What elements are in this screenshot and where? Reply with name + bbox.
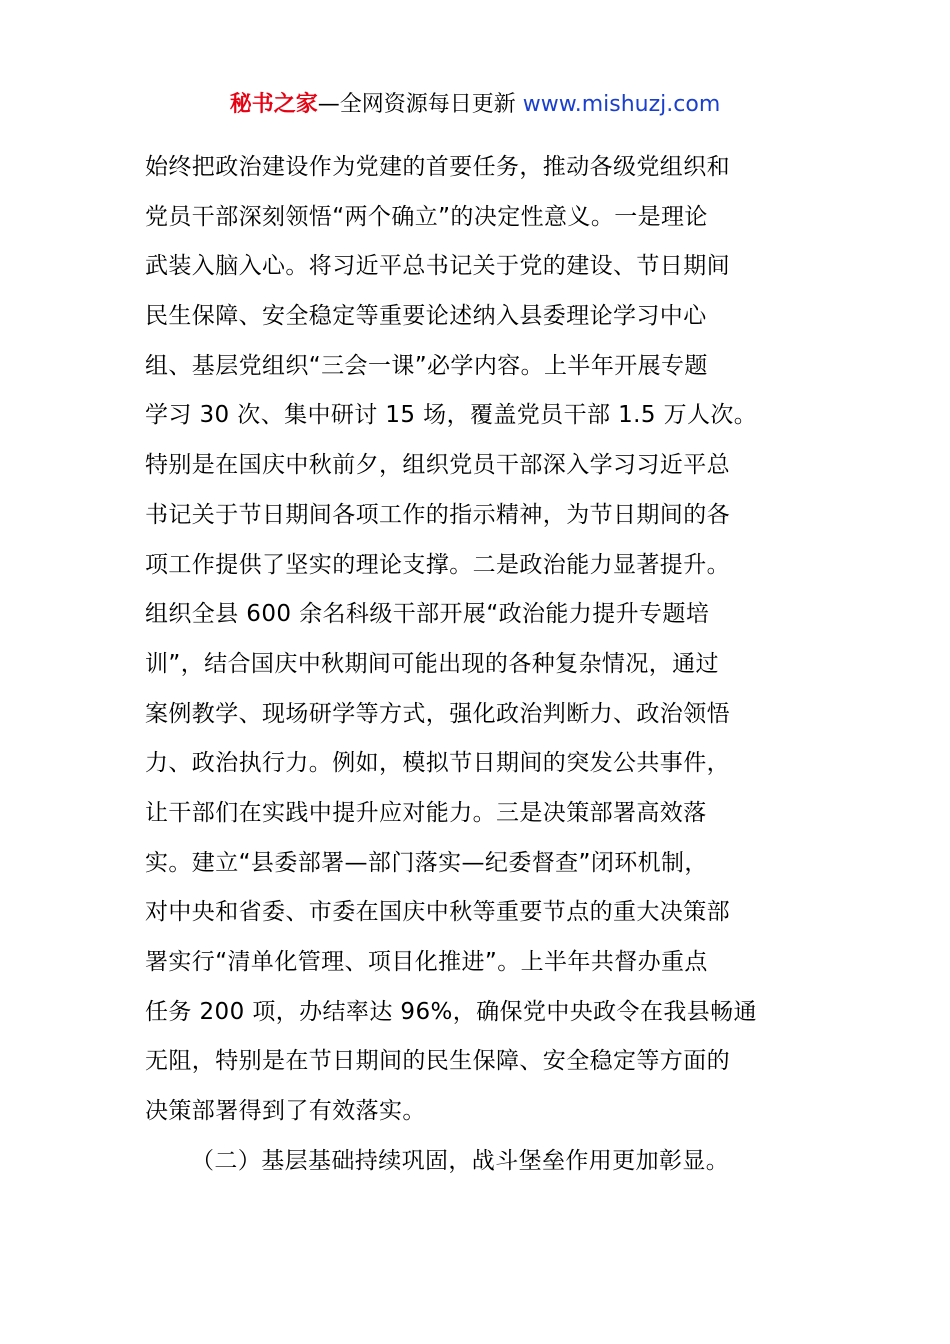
body-line: 组、基层党组织“三会一课”必学内容。上半年开展专题 xyxy=(145,352,708,379)
header-tagline: —全网资源每日更新 xyxy=(317,92,516,117)
body-line: 决策部署得到了有效落实。 xyxy=(145,1098,426,1125)
page-header xyxy=(0,88,950,122)
body-line: 无阻，特别是在节日期间的民生保障、安全稳定等方面的 xyxy=(145,1048,730,1075)
body-line: 武装入脑入心。将习近平总书记关于党的建设、节日期间 xyxy=(145,253,730,280)
body-line: 党员干部深刻领悟“两个确立”的决定性意义。一是理论 xyxy=(145,203,708,230)
body-line: 任务 200 项，办结率达 96%，确保党中央政令在我县畅通 xyxy=(145,998,757,1025)
body-line: 特别是在国庆中秋前夕，组织党员干部深入学习习近平总 xyxy=(145,452,730,479)
body-line: 训”，结合国庆中秋期间可能出现的各种复杂情况，通过 xyxy=(145,650,719,677)
body-line: 实。建立“县委部署—部门落实—纪委督查”闭环机制， xyxy=(145,849,708,876)
body-line: 学习 30 次、集中研讨 15 场，覆盖党员干部 1.5 万人次。 xyxy=(145,402,758,429)
body-line: 力、政治执行力。例如，模拟节日期间的突发公共事件， xyxy=(145,750,730,777)
document-body xyxy=(145,143,810,1186)
body-line: 案例教学、现场研学等方式，强化政治判断力、政治领悟 xyxy=(145,700,730,727)
site-url-link[interactable]: www.mishuzj.com xyxy=(515,92,721,117)
body-line: 对中央和省委、市委在国庆中秋等重要节点的重大决策部 xyxy=(145,899,730,926)
section-heading: （二）基层基础持续巩固，战斗堡垒作用更加彰显。 xyxy=(191,1147,730,1174)
body-line: 书记关于节日期间各项工作的指示精神，为节日期间的各 xyxy=(145,501,730,528)
brand-name: 秘书之家 xyxy=(229,92,318,117)
body-line: 署实行“清单化管理、项目化推进”。上半年共督办重点 xyxy=(145,949,708,975)
body-line: 项工作提供了坚实的理论支撑。二是政治能力显著提升。 xyxy=(145,551,730,578)
body-line: 组织全县 600 余名科级干部开展“政治能力提升专题培 xyxy=(145,601,710,628)
body-line: 始终把政治建设作为党建的首要任务，推动各级党组织和 xyxy=(145,154,730,180)
body-line: 民生保障、安全稳定等重要论述纳入县委理论学习中心 xyxy=(145,303,707,330)
body-line: 让干部们在实践中提升应对能力。三是决策部署高效落 xyxy=(145,799,707,826)
